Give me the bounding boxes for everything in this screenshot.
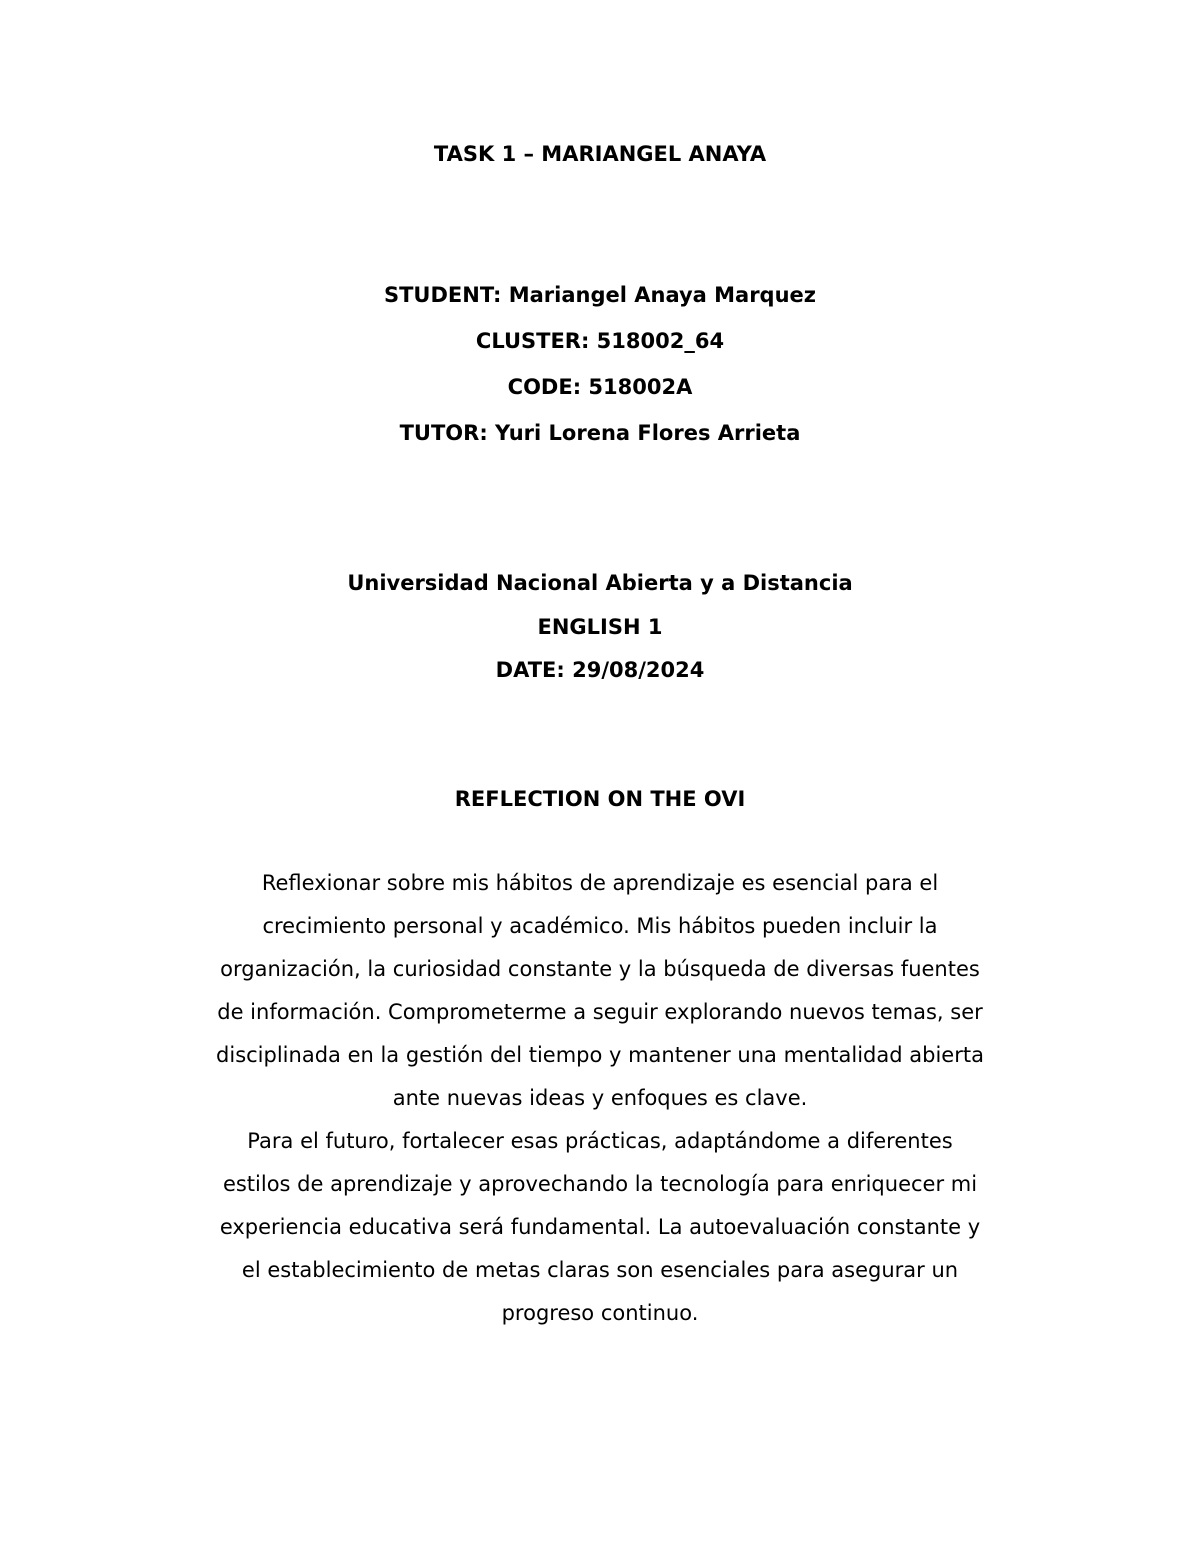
- paragraph-line: ante nuevas ideas y enfoques es clave.: [392, 1086, 808, 1110]
- paragraph-line: progreso continuo.: [501, 1301, 699, 1325]
- paragraph-line: estilos de aprendizaje y aprovechando la tecnología para enriquecer mi: [222, 1172, 978, 1196]
- paragraph-line: Para el futuro, fortalecer esas prácticas, adaptándome a diferentes: [247, 1129, 953, 1153]
- paragraph-line: el establecimiento de metas claras son esenciales para asegurar un: [241, 1258, 959, 1282]
- date-line: DATE: 29/08/2024: [495, 658, 705, 682]
- paragraph-line: disciplinada en la gestión del tiempo y mantener una mentalidad abierta: [216, 1043, 984, 1067]
- section-heading: REFLECTION ON THE OVI: [454, 787, 746, 811]
- cluster-line: CLUSTER: 518002_64: [475, 329, 725, 353]
- paragraph-line: de información. Comprometerme a seguir explorando nuevos temas, ser: [217, 1000, 983, 1024]
- university-name: Universidad Nacional Abierta y a Distancia: [347, 571, 853, 595]
- student-name: STUDENT: Mariangel Anaya Marquez: [383, 283, 817, 307]
- course-name: ENGLISH 1: [537, 615, 663, 639]
- paragraph-line: experiencia educativa será fundamental. La autoevaluación constante y: [219, 1215, 981, 1239]
- paragraph-line: crecimiento personal y académico. Mis hábitos pueden incluir la: [262, 914, 938, 938]
- paragraph-line: organización, la curiosidad constante y la búsqueda de diversas fuentes: [220, 957, 980, 981]
- document-title: TASK 1 – MARIANGEL ANAYA: [433, 142, 767, 166]
- paragraph-line: Reflexionar sobre mis hábitos de aprendizaje es esencial para el: [261, 871, 939, 895]
- code-line: CODE: 518002A: [507, 375, 693, 399]
- tutor-line: TUTOR: Yuri Lorena Flores Arrieta: [399, 421, 801, 445]
